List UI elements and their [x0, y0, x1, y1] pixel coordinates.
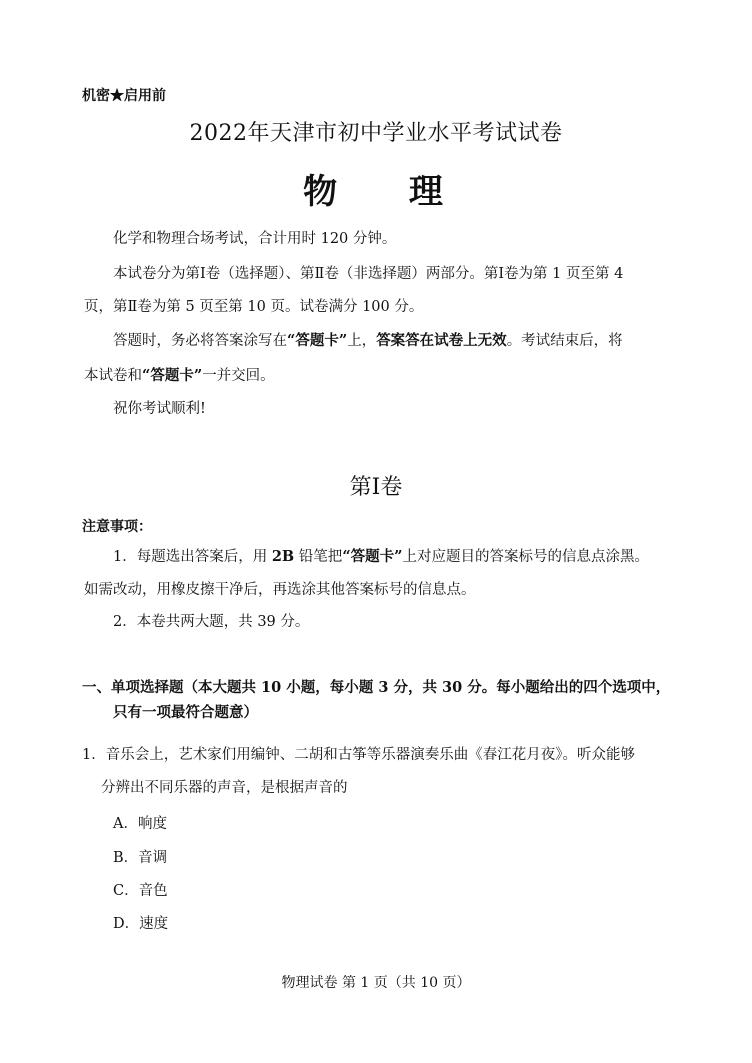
confidential-label: 机密★启用前: [82, 88, 166, 104]
intro-line-5-part-c: 一并交回。: [202, 368, 275, 384]
notes-title: 注意事项：: [82, 519, 152, 535]
intro-line-3: 页，第Ⅱ卷为第 5 页至第 10 页。试卷满分 100 分。: [84, 299, 424, 315]
intro-line-6: 祝你考试顺利!: [113, 401, 206, 417]
part-1-heading-line-2: 只有一项最符合题意）: [113, 704, 258, 721]
question-1-option-a: A．响度: [113, 816, 167, 832]
question-1-stem-line-1: 1．音乐会上，艺术家们用编钟、二胡和古筝等乐器演奏乐曲《春江花月夜》。听众能够: [82, 747, 635, 763]
intro-line-4-part-e: 。考试结束后，将: [506, 333, 623, 349]
pencil-grade: 2B: [271, 548, 295, 565]
invalid-answer-warning: 答案答在试卷上无效: [376, 332, 507, 349]
intro-line-2: 本试卷分为第Ⅰ卷（选择题）、第Ⅱ卷（非选择题）两部分。第Ⅰ卷为第 1 页至第 4: [113, 266, 624, 282]
subject-title: 物 理: [303, 172, 473, 212]
note-1-part-e: 上对应题目的答案标号的信息点涂黑。: [402, 549, 649, 565]
intro-line-5: [84, 366, 275, 386]
question-1-stem-line-2: 分辨出不同乐器的声音，是根据声音的: [101, 780, 348, 796]
answer-card-emphasis: “答题卡”: [287, 332, 348, 349]
note-1-part-a: 1．每题选出答案后，用: [113, 549, 272, 565]
page-footer: 物理试卷 第 1 页（共 10 页）: [281, 975, 471, 991]
note-1: [113, 547, 649, 567]
intro-line-5-part-a: 本试卷和: [84, 368, 142, 384]
question-1-option-c: C．音色: [113, 883, 168, 899]
answer-card-emphasis-3: “答题卡”: [342, 548, 403, 565]
answer-card-emphasis-2: “答题卡”: [142, 367, 203, 384]
intro-line-1: 化学和物理合场考试，合计用时 120 分钟。: [113, 231, 397, 247]
question-1-option-d: D．速度: [113, 916, 169, 932]
question-1-option-b: B．音调: [113, 850, 168, 866]
note-1-part-c: 铅笔把: [294, 549, 343, 565]
section-title: 第Ⅰ卷: [349, 475, 403, 500]
intro-line-4-part-c: 上，: [347, 333, 377, 349]
intro-line-4: [113, 331, 623, 351]
part-1-heading-line-1: 一、单项选择题（本大题共 10 小题，每小题 3 分，共 30 分。每小题给出的四个选项中，: [82, 679, 671, 696]
intro-line-4-part-a: 答题时，务必将答案涂写在: [113, 333, 287, 349]
exam-title: 2022年天津市初中学业水平考试试卷: [189, 121, 563, 146]
note-2: 2．本卷共两大题，共 39 分。: [113, 614, 310, 630]
note-1-line-2: 如需改动，用橡皮擦干净后，再选涂其他答案标号的信息点。: [84, 582, 476, 598]
